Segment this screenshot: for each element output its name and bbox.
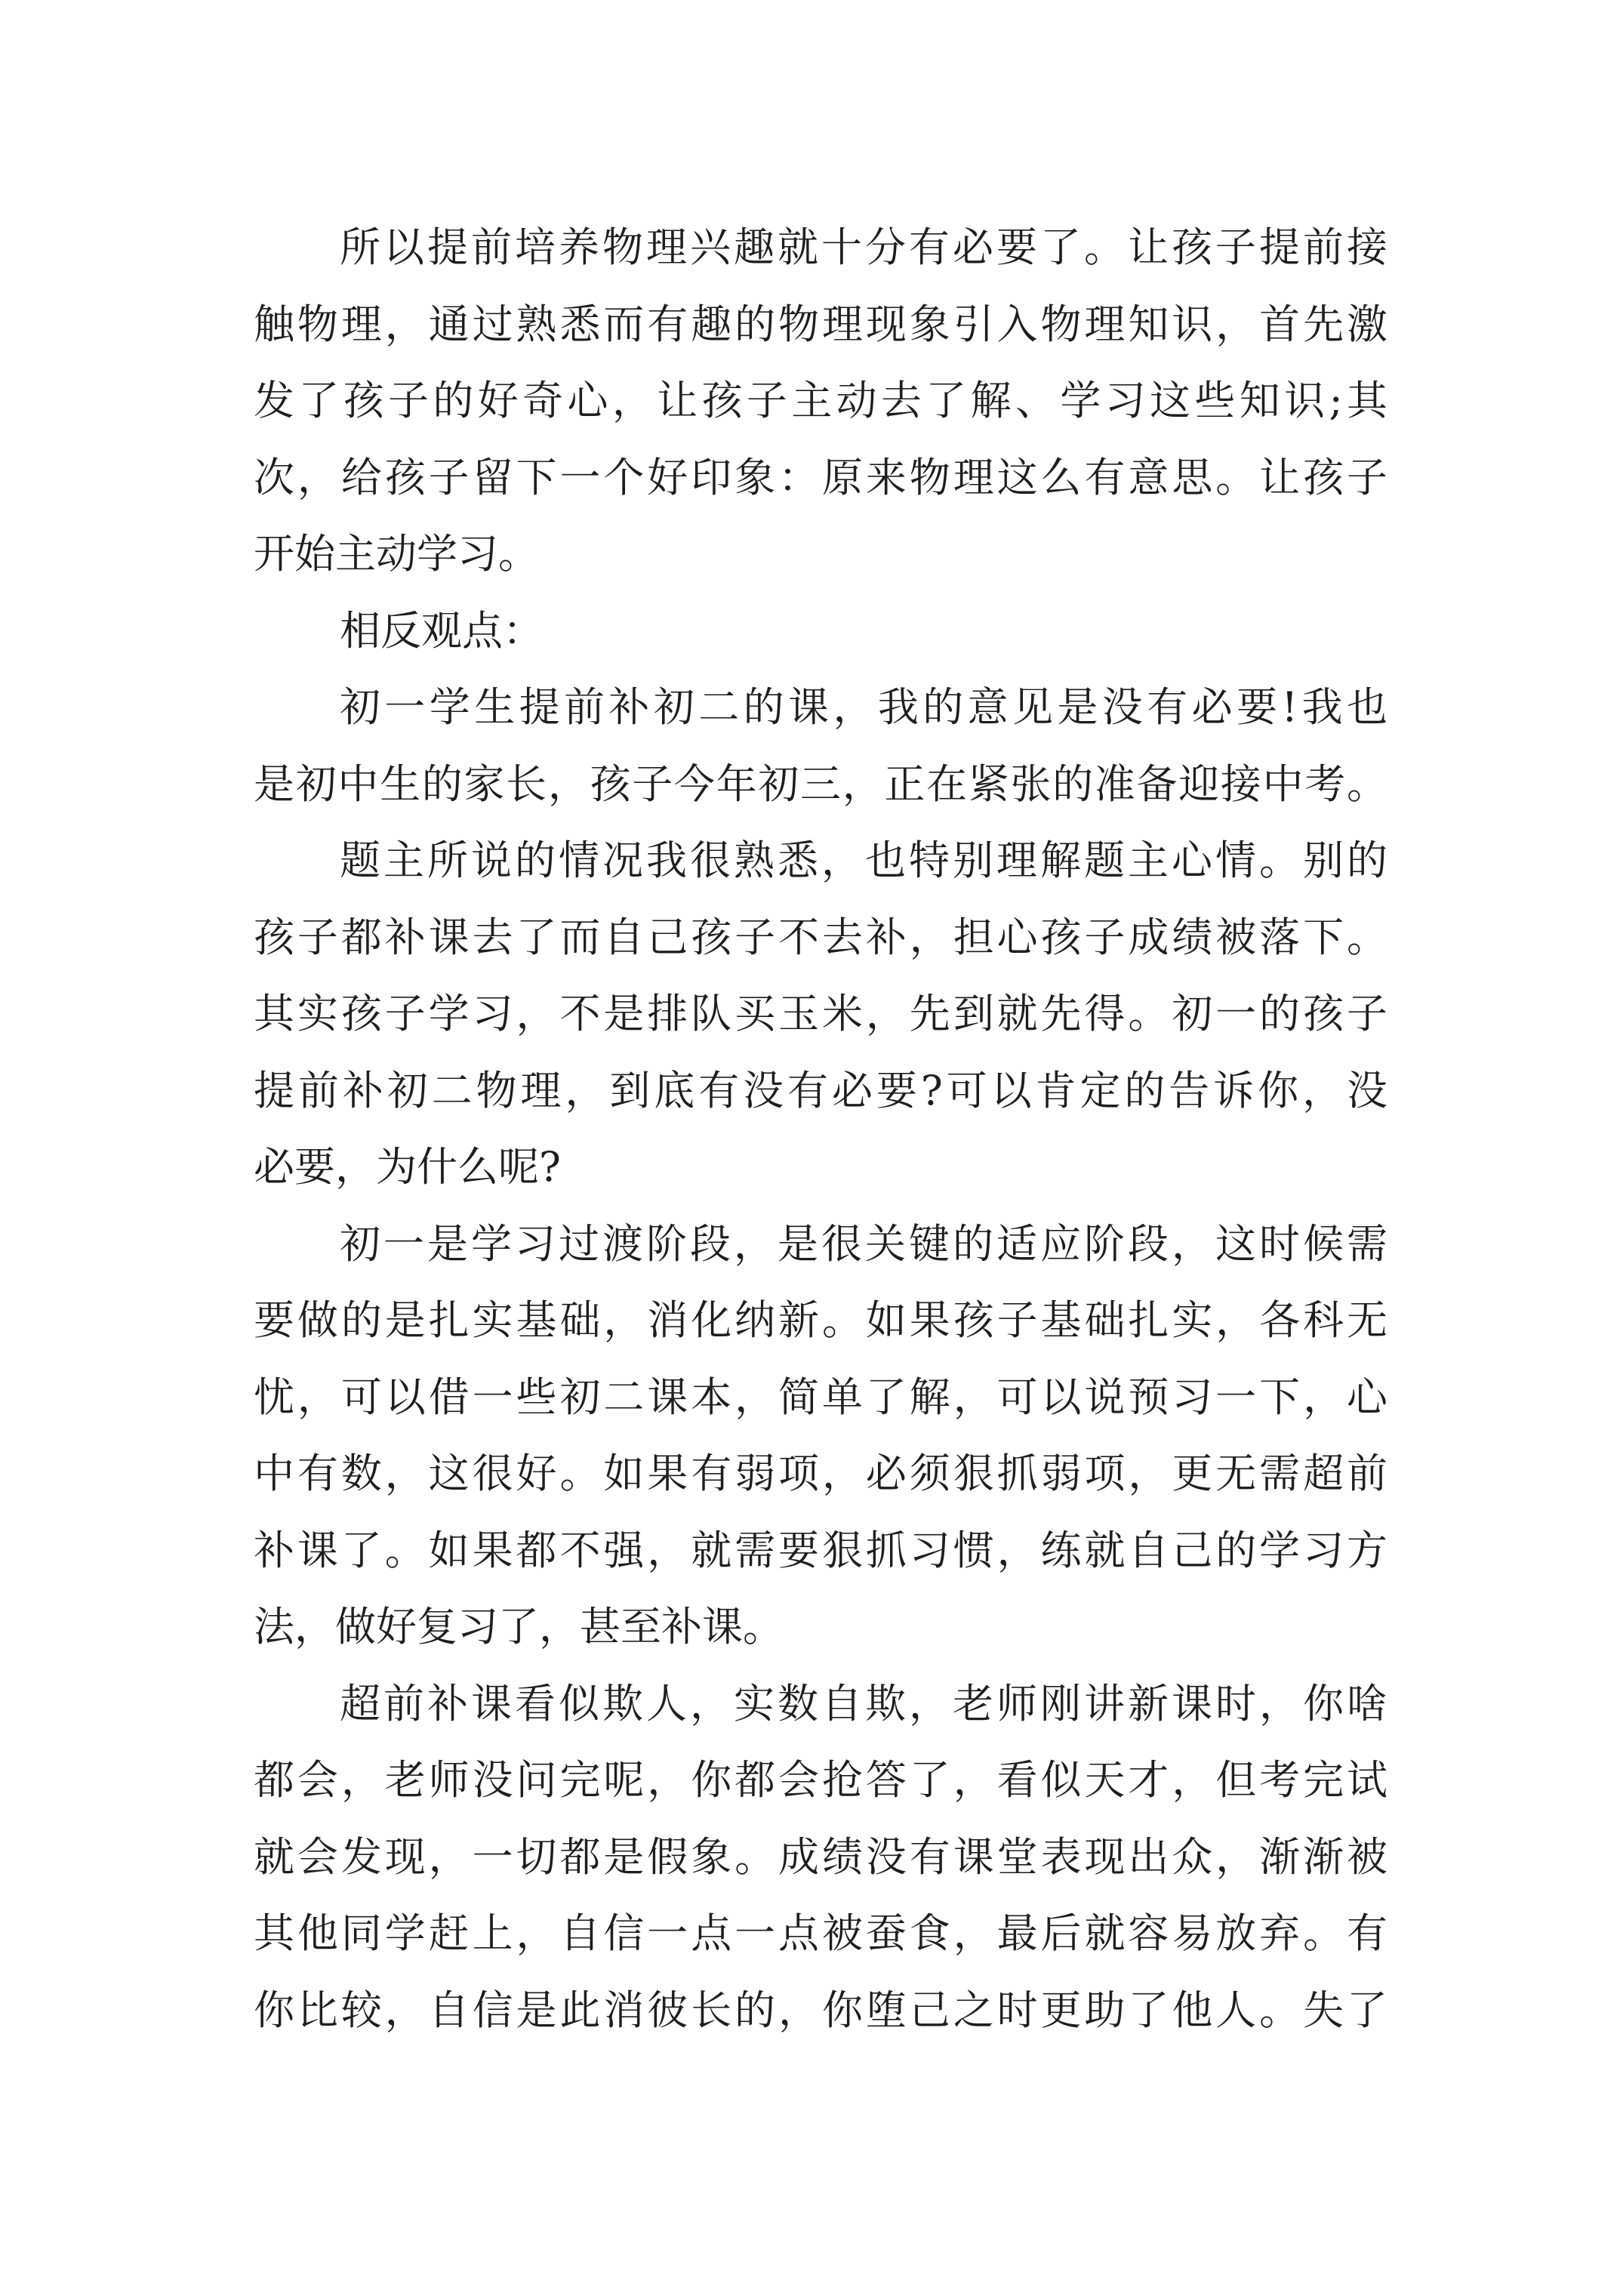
paragraph (254, 209, 1387, 593)
paragraph (254, 669, 1387, 822)
text-line: 次，给孩子留下一个好印象：原来物理这么有意思。让孩子 (254, 453, 1387, 501)
text-line: 法，做好复习了，甚至补课。 (254, 1603, 784, 1650)
paragraph (254, 593, 1387, 670)
paragraph (254, 1666, 1387, 2049)
text-line: 孩子都补课去了而自己孩子不去补，担心孩子成绩被落下。 (254, 913, 1387, 961)
section-heading: 相反观点： (340, 606, 544, 655)
text-line: 要做的是扎实基础，消化纳新。如果孩子基础扎实，各科无 (254, 1296, 1387, 1344)
text-line: 其实孩子学习，不是排队买玉米，先到就先得。初一的孩子 (254, 990, 1387, 1037)
text-line: 发了孩子的好奇心，让孩子主动去了解、学习这些知识;其 (254, 377, 1387, 424)
text-line: 必要，为什么呢? (254, 1143, 561, 1191)
text-line: 忧，可以借一些初二课本，简单了解，可以说预习一下，心 (254, 1373, 1387, 1421)
text-line: 所以提前培养物理兴趣就十分有必要了。让孩子提前接 (340, 223, 1387, 271)
paragraph (254, 822, 1387, 1206)
text-line: 开始主动学习。 (254, 530, 539, 578)
text-line: 都会，老师没问完呢，你都会抢答了，看似天才，但考完试 (254, 1756, 1387, 1804)
text-line: 就会发现，一切都是假象。成绩没有课堂表现出众，渐渐被 (254, 1832, 1387, 1881)
text-line: 补课了。如果都不强，就需要狠抓习惯，练就自己的学习方 (254, 1526, 1387, 1574)
text-line: 题主所说的情况我很熟悉，也特别理解题主心情。别的 (340, 837, 1387, 884)
text-line: 初一是学习过渡阶段，是很关键的适应阶段，这时候需 (340, 1219, 1387, 1268)
text-line: 超前补课看似欺人，实数自欺，老师刚讲新课时，你啥 (340, 1679, 1387, 1727)
text-line: 其他同学赶上，自信一点一点被蚕食，最后就容易放弃。有 (254, 1909, 1387, 1957)
paragraph (254, 1206, 1387, 1666)
text-line: 初一学生提前补初二的课，我的意见是没有必要!我也 (340, 683, 1387, 731)
text-line: 是初中生的家长，孩子今年初三，正在紧张的准备迎接中考。 (254, 760, 1387, 808)
text-line: 中有数，这很好。如果有弱项，必须狠抓弱项，更无需超前 (254, 1450, 1387, 1497)
text-line: 你比较，自信是此消彼长的，你堕己之时更助了他人。失了 (254, 1986, 1387, 2034)
document-body (254, 209, 1387, 2048)
text-line: 触物理，通过熟悉而有趣的物理现象引入物理知识，首先激 (254, 300, 1387, 348)
text-line: 提前补初二物理，到底有没有必要?可以肯定的告诉你，没 (254, 1066, 1387, 1114)
